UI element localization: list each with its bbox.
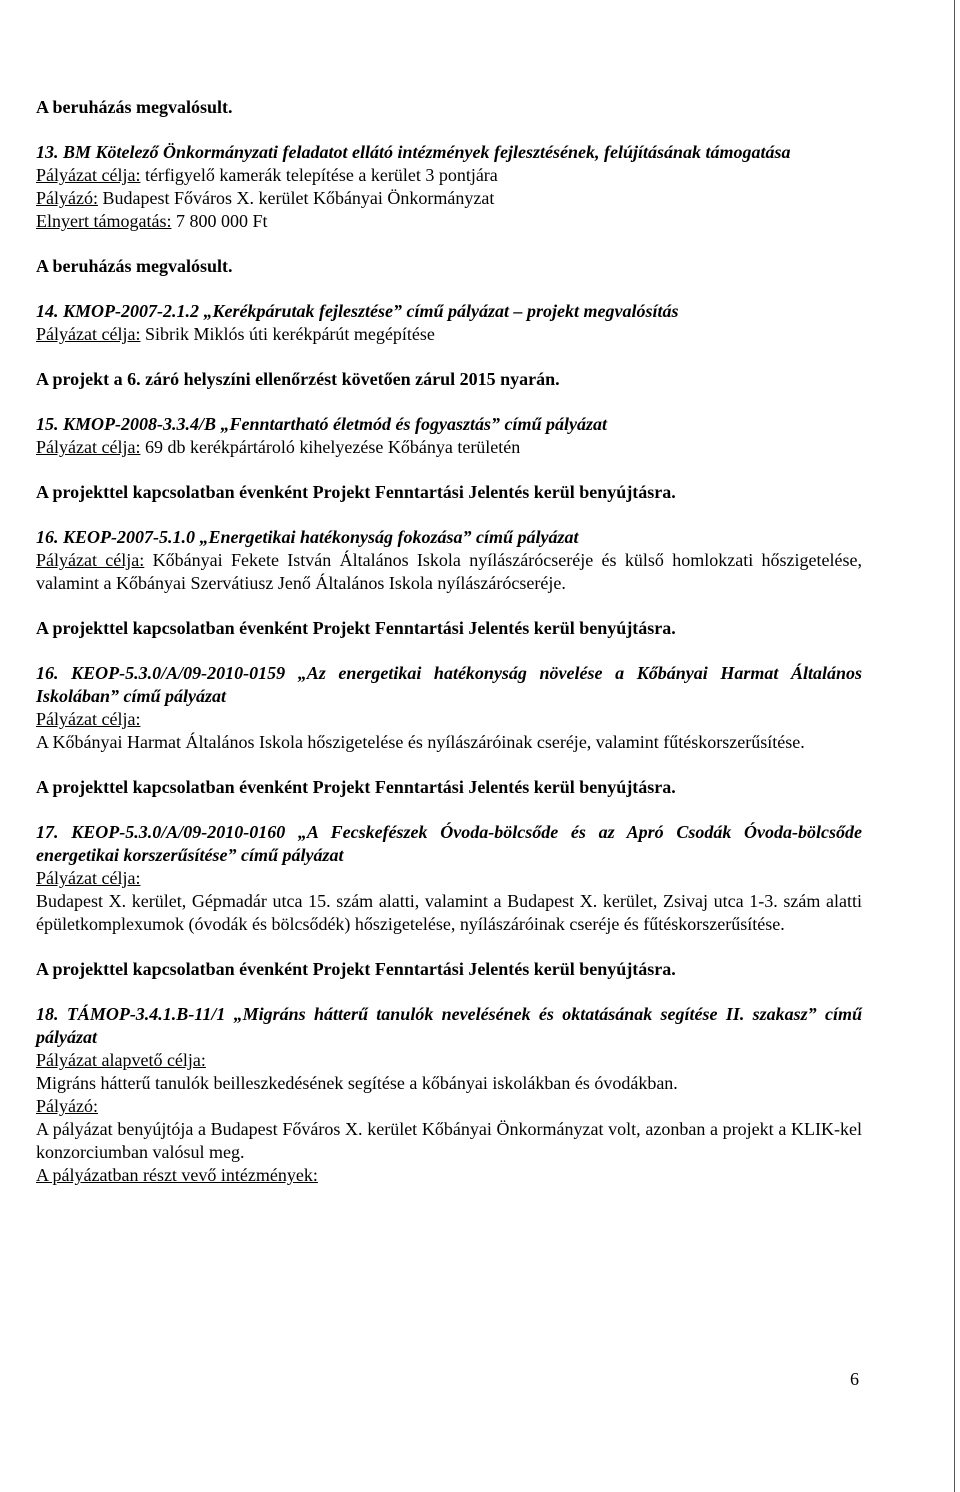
field-label: Pályázó: [36,1096,98,1116]
status-line: A projekttel kapcsolatban évenként Projekt Fenntartási Jelentés kerül benyújtásra. [36,777,676,797]
status-line: A projekt a 6. záró helyszíni ellenőrzést követően zárul 2015 nyarán. [36,369,560,389]
document-body [36,96,862,1187]
field-value: 69 db kerékpártároló kihelyezése Kőbánya területén [140,437,521,457]
field-value: térfigyelő kamerák telepítése a kerület 3 pontjára [140,165,498,185]
paragraph: Budapest X. kerület, Gépmadár utca 15. szám alatti, valamint a Budapest X. kerület, Zsivaj utca 1-3. szám alatti épületkomplexumok (óvodák és bölcsődék) hőszigetelése, nyílászáróinak cseréje és fűtéskorszerűsítése. [36,891,862,934]
field-line [36,549,862,595]
field-line [36,436,862,459]
page-number: 6 [850,1369,859,1389]
section-heading-15: 15. KMOP-2008-3.3.4/B „Fenntartható életmód és fogyasztás” című pályázat [36,414,608,434]
status-line: A beruházás megvalósult. [36,256,233,276]
field-label: Pályázat célja: [36,550,145,570]
field-value: Kőbányai Fekete István Általános Iskola nyílászárócseréje és külső homlokzati hőszigetelése, valamint a Kőbányai Szervátiusz Jenő Általános Iskola nyílászárócseréje. [36,550,862,593]
status-line: A projekttel kapcsolatban évenként Projekt Fenntartási Jelentés kerül benyújtásra. [36,618,676,638]
field-label: Pályázat célja: [36,324,141,344]
field-label: Pályázat célja: [36,165,141,185]
section-heading-14: 14. KMOP-2007-2.1.2 „Kerékpárutak fejlesztése” című pályázat – projekt megvalósítás [36,301,679,321]
section-heading-16: 16. KEOP-2007-5.1.0 „Energetikai hatékonyság fokozása” című pályázat [36,527,579,547]
paragraph: A Kőbányai Harmat Általános Iskola hőszigetelése és nyílászáróinak cseréje, valamint fűtéskorszerűsítése. [36,732,805,752]
field-label: Pályázó: [36,188,98,208]
status-line: A beruházás megvalósult. [36,97,233,117]
field-value: Sibrik Miklós úti kerékpárút megépítése [140,324,435,344]
field-label: Elnyert támogatás: [36,211,172,231]
status-line: A projekttel kapcsolatban évenként Projekt Fenntartási Jelentés kerül benyújtásra. [36,959,676,979]
field-line [36,164,862,187]
section-heading-18: 18. TÁMOP-3.4.1.B-11/1 „Migráns hátterű tanulók nevelésének és oktatásának segítése II. szakasz” című pályázat [36,1004,862,1047]
field-label: Pályázat alapvető célja: [36,1050,206,1070]
section-heading-13: 13. BM Kötelező Önkormányzati feladatot ellátó intézmények fejlesztésének, felújításának támogatása [36,142,791,162]
field-line [36,323,862,346]
field-line [36,210,862,233]
status-line: A projekttel kapcsolatban évenként Projekt Fenntartási Jelentés kerül benyújtásra. [36,482,676,502]
paragraph: A pályázat benyújtója a Budapest Főváros X. kerület Kőbányai Önkormányzat volt, azonban a projekt a KLIK-kel konzorciumban valósul meg. [36,1119,862,1162]
field-label: Pályázat célja: [36,437,141,457]
section-heading-16b: 16. KEOP-5.3.0/A/09-2010-0159 „Az energetikai hatékonyság növelése a Kőbányai Harmat Általános Iskolában” című pályázat [36,663,862,706]
field-value: Budapest Főváros X. kerület Kőbányai Önkormányzat [97,188,495,208]
page-edge-line [954,0,955,1492]
field-label: Pályázat célja: [36,868,141,888]
field-line [36,187,862,210]
field-value: 7 800 000 Ft [171,211,268,231]
section-heading-17: 17. KEOP-5.3.0/A/09-2010-0160 „A Fecskefészek Óvoda-bölcsőde és az Apró Csodák Óvoda-bölcsőde energetikai korszerűsítése” című pályázat [36,822,862,865]
field-label: Pályázat célja: [36,709,141,729]
field-label: A pályázatban részt vevő intézmények: [36,1165,318,1185]
paragraph: Migráns hátterű tanulók beilleszkedésének segítése a kőbányai iskolákban és óvodákban. [36,1073,678,1093]
